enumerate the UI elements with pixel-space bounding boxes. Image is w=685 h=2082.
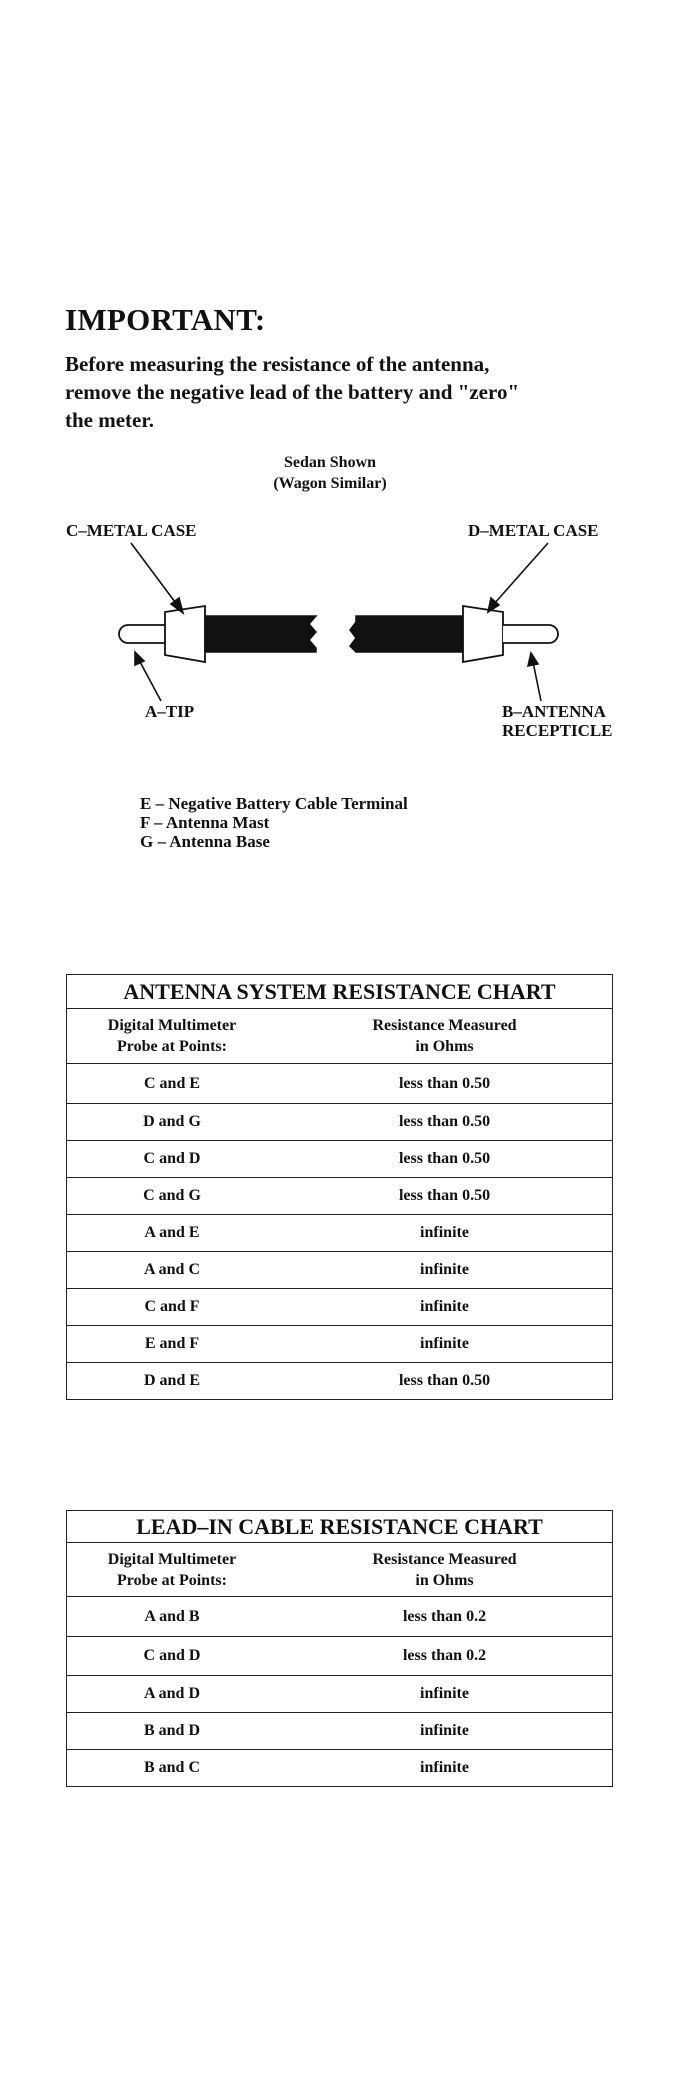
legend-item: E – Negative Battery Cable Terminal xyxy=(140,794,408,813)
label-line: RECEPTICLE xyxy=(502,721,613,740)
column-header-probe xyxy=(67,1009,278,1064)
table-header-row xyxy=(67,1009,613,1064)
header-line: Probe at Points: xyxy=(117,1571,227,1589)
column-header-probe xyxy=(67,1543,278,1597)
probe-points: A and E xyxy=(67,1215,278,1252)
column-header-resistance xyxy=(277,1009,613,1064)
probe-points: D and E xyxy=(143,1372,201,1389)
diagram-legend xyxy=(140,794,408,851)
header-line: in Ohms xyxy=(415,1571,474,1589)
resistance-value: less than 0.50 xyxy=(277,1141,613,1178)
right-cable xyxy=(350,616,463,652)
legend-item: G – Antenna Base xyxy=(140,832,270,851)
table-row xyxy=(67,1676,613,1713)
resistance-value: infinite xyxy=(277,1252,613,1289)
resistance-value: infinite xyxy=(277,1289,613,1326)
table-title-row xyxy=(67,975,613,1009)
caption-line: (Wagon Similar) xyxy=(273,475,387,492)
probe-points: A and C xyxy=(67,1252,278,1289)
table-row xyxy=(67,1104,613,1141)
resistance-value: infinite xyxy=(277,1215,613,1252)
probe-points: C and F xyxy=(67,1289,278,1326)
resistance-value: infinite xyxy=(277,1326,613,1363)
probe-points: A and B xyxy=(67,1597,278,1637)
table-row xyxy=(67,1064,613,1104)
header-line: Resistance Measured xyxy=(372,1017,517,1034)
header-line: in Ohms xyxy=(415,1038,474,1055)
instruction-line: remove the negative lead of the battery and "zero" xyxy=(65,380,520,404)
header-line: Digital Multimeter xyxy=(107,1017,237,1034)
antenna-system-resistance-chart xyxy=(66,974,613,1400)
resistance-value: infinite xyxy=(277,1676,613,1713)
table-row xyxy=(67,1597,613,1637)
table-row xyxy=(67,1363,613,1400)
right-tip xyxy=(503,625,558,643)
chart-title: LEAD–IN CABLE RESISTANCE CHART xyxy=(67,1511,613,1543)
table-row xyxy=(67,1750,613,1787)
resistance-value: less than 0.50 xyxy=(277,1178,613,1215)
resistance-value: infinite xyxy=(420,1759,469,1776)
resistance-value: less than 0.50 xyxy=(277,1104,613,1141)
important-instructions xyxy=(65,350,625,434)
probe-points: B and D xyxy=(67,1713,278,1750)
table-row xyxy=(67,1141,613,1178)
table-row xyxy=(67,1289,613,1326)
header-line: Digital Multimeter xyxy=(107,1550,237,1568)
table-row xyxy=(67,1713,613,1750)
column-header-resistance xyxy=(277,1543,613,1597)
table-row xyxy=(67,1215,613,1252)
label-line: B–ANTENNA xyxy=(502,702,606,721)
important-heading: IMPORTANT: xyxy=(65,302,266,337)
probe-points: B and C xyxy=(143,1759,201,1776)
resistance-value: infinite xyxy=(277,1713,613,1750)
legend-item: F – Antenna Mast xyxy=(140,813,270,832)
caption-line: Sedan Shown xyxy=(283,454,377,471)
probe-points: D and G xyxy=(67,1104,278,1141)
probe-points: C and G xyxy=(67,1178,278,1215)
chart-title: ANTENNA SYSTEM RESISTANCE CHART xyxy=(67,975,613,1009)
resistance-value: less than 0.2 xyxy=(277,1637,613,1676)
probe-points: E and F xyxy=(67,1326,278,1363)
probe-points: A and D xyxy=(67,1676,278,1713)
probe-points: C and D xyxy=(67,1141,278,1178)
table-row xyxy=(67,1252,613,1289)
header-line: Resistance Measured xyxy=(372,1550,517,1568)
table-row xyxy=(67,1178,613,1215)
resistance-value: less than 0.50 xyxy=(398,1372,491,1389)
resistance-value: less than 0.50 xyxy=(277,1064,613,1104)
probe-points: C and D xyxy=(67,1637,278,1676)
diagram-caption xyxy=(230,452,430,494)
label-d-metal-case: D–METAL CASE xyxy=(468,521,599,540)
table-header-row xyxy=(67,1543,613,1597)
resistance-value: less than 0.2 xyxy=(277,1597,613,1637)
label-a-tip: A–TIP xyxy=(145,702,195,721)
right-metal-case xyxy=(463,606,503,662)
header-line: Probe at Points: xyxy=(117,1038,227,1055)
left-cable xyxy=(205,616,316,652)
lead-in-cable-resistance-chart xyxy=(66,1510,613,1787)
table-row xyxy=(67,1637,613,1676)
instruction-line: Before measuring the resistance of the antenna, xyxy=(65,352,490,376)
table-title-row xyxy=(67,1511,613,1543)
label-c-metal-case: C–METAL CASE xyxy=(66,521,197,540)
left-metal-case xyxy=(165,606,205,662)
left-tip xyxy=(119,625,168,643)
table-row xyxy=(67,1326,613,1363)
probe-points: C and E xyxy=(67,1064,278,1104)
instruction-line: the meter. xyxy=(65,408,155,432)
antenna-cable-diagram xyxy=(0,520,685,720)
